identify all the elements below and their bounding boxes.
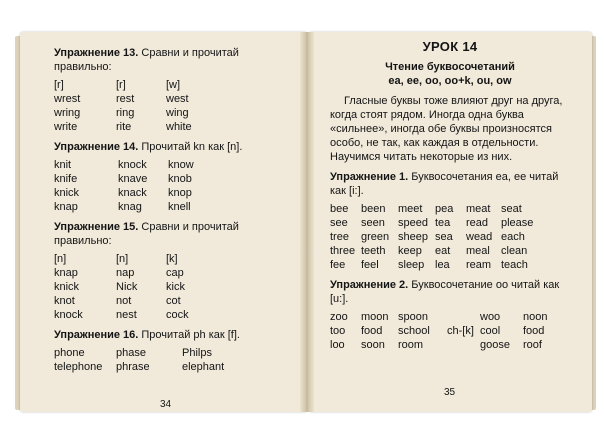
word-cell: keep: [398, 245, 422, 257]
exercise-14-instruction: Прочитай kn как [n].: [138, 141, 243, 153]
word-cell: food: [361, 325, 383, 337]
word-cell: know: [168, 159, 194, 171]
word-cell: meet: [398, 203, 423, 215]
word-cell: rite: [116, 121, 132, 133]
word-cell: knock: [118, 159, 147, 171]
word-cell: [n]: [54, 253, 67, 265]
lesson-title: УРОК 14: [422, 39, 478, 54]
word-cell: spoon: [398, 311, 428, 323]
word-cell: ream: [466, 259, 492, 271]
word-cell: knock: [54, 309, 83, 321]
word-cell: sleep: [398, 259, 425, 271]
word-cell: sea: [435, 231, 453, 243]
exercise-13-label: Упражнение 13.: [54, 47, 139, 59]
word-cell: knave: [118, 173, 148, 185]
exercise-2-label: Упражнение 2.: [330, 279, 409, 291]
word-cell: phrase: [116, 361, 150, 373]
word-cell: white: [166, 121, 192, 133]
exercise-2-heading: [330, 278, 570, 306]
lesson-intro: Гласные буквы тоже влияют друг на друга, когда стоят рядом. Иногда одна буква «сильнее», иногда обе буквы произносятся особо, не так, как каждая в отдельности. Научимся читать некоторые из них.: [330, 95, 563, 163]
exercise-16-instruction: Прочитай ph как [f].: [138, 329, 240, 341]
exercise-1-words: [330, 202, 570, 272]
word-cell: wead: [466, 231, 493, 243]
word-cell: soon: [361, 339, 385, 351]
left-page-content: [54, 46, 290, 380]
word-cell: Philps: [182, 347, 212, 359]
word-cell: knack: [118, 187, 147, 199]
word-cell: cock: [166, 309, 189, 321]
word-cell: not: [116, 295, 132, 307]
word-cell: wring: [54, 107, 81, 119]
exercise-14-words: [54, 158, 290, 214]
lesson-letter-combinations: ea, ee, oo, oo+k, ou, ow: [388, 75, 512, 87]
word-cell: three: [330, 245, 356, 257]
word-cell: tea: [435, 217, 451, 229]
exercise-1-instruction: Буквосочетания ea, ee читай как [i:].: [330, 171, 559, 197]
word-cell: [r]: [54, 79, 64, 91]
page-number-right: 35: [444, 387, 456, 398]
word-cell: room: [398, 339, 424, 351]
word-cell: phone: [54, 347, 85, 359]
exercise-13-heading: [54, 46, 290, 74]
word-cell: seat: [501, 203, 522, 215]
word-cell: tree: [330, 231, 349, 243]
word-cell: speed: [398, 217, 428, 229]
word-cell: too: [330, 325, 346, 337]
word-cell: noon: [523, 311, 548, 323]
word-cell: seen: [361, 217, 385, 229]
word-cell: [k]: [166, 253, 178, 265]
word-cell: eat: [435, 245, 451, 257]
exercise-2-words: [330, 310, 570, 352]
word-cell: see: [330, 217, 348, 229]
word-cell: elephant: [182, 361, 225, 373]
word-cell: [r]: [116, 79, 126, 91]
word-cell: write: [54, 121, 78, 133]
word-cell: ch-[k]: [447, 325, 474, 337]
word-cell: knell: [168, 201, 191, 213]
word-cell: nest: [116, 309, 137, 321]
word-cell: feel: [361, 259, 379, 271]
right-page-content: [330, 40, 570, 358]
exercise-15-heading: [54, 220, 290, 248]
word-cell: clean: [501, 245, 528, 257]
exercise-2-instruction: Буквосочетание oo читай как [u:].: [330, 279, 560, 305]
lesson-subtitle: Чтение буквосочетаний: [385, 61, 515, 73]
word-cell: west: [166, 93, 189, 105]
word-cell: goose: [480, 339, 510, 351]
word-cell: knop: [168, 187, 192, 199]
word-cell: knag: [118, 201, 142, 213]
exercise-1-label: Упражнение 1.: [330, 171, 409, 183]
exercise-13-words: [54, 78, 290, 134]
word-cell: zoo: [330, 311, 348, 323]
word-cell: roof: [523, 339, 542, 351]
word-cell: cool: [480, 325, 501, 337]
word-cell: knap: [54, 201, 78, 213]
word-cell: phase: [116, 347, 146, 359]
word-cell: kick: [166, 281, 185, 293]
word-cell: been: [361, 203, 386, 215]
word-cell: knit: [54, 159, 72, 171]
word-cell: wrest: [54, 93, 81, 105]
exercise-16-words: [54, 346, 290, 374]
word-cell: knick: [54, 187, 80, 199]
word-cell: teeth: [361, 245, 386, 257]
word-cell: nap: [116, 267, 135, 279]
word-cell: knick: [54, 281, 80, 293]
word-cell: cap: [166, 267, 184, 279]
word-cell: sheep: [398, 231, 428, 243]
exercise-1-heading: [330, 170, 570, 198]
word-cell: [447, 338, 477, 352]
word-cell: please: [501, 217, 534, 229]
exercise-16-heading: [54, 328, 290, 342]
word-cell: bee: [330, 203, 349, 215]
word-cell: fee: [330, 259, 346, 271]
word-cell: knap: [54, 267, 78, 279]
word-cell: read: [466, 217, 489, 229]
word-cell: Nick: [116, 281, 138, 293]
word-cell: telephone: [54, 361, 103, 373]
exercise-15-words: [54, 252, 290, 322]
word-cell: meat: [466, 203, 491, 215]
word-cell: [w]: [166, 79, 181, 91]
word-cell: loo: [330, 339, 345, 351]
exercise-16-label: Упражнение 16.: [54, 329, 139, 341]
word-cell: [447, 310, 477, 324]
word-cell: [n]: [116, 253, 129, 265]
exercise-15-label: Упражнение 15.: [54, 221, 139, 233]
exercise-14-label: Упражнение 14.: [54, 141, 139, 153]
word-cell: wing: [166, 107, 189, 119]
exercise-14-heading: [54, 140, 290, 154]
word-cell: knot: [54, 295, 75, 307]
word-cell: pea: [435, 203, 454, 215]
word-cell: school: [398, 325, 430, 337]
word-cell: knife: [54, 173, 78, 185]
word-cell: rest: [116, 93, 135, 105]
word-cell: meal: [466, 245, 490, 257]
word-cell: lea: [435, 259, 450, 271]
book-gutter: [300, 32, 314, 412]
exercise-13-instruction: Сравни и прочитай правильно:: [54, 47, 239, 73]
word-cell: knob: [168, 173, 192, 185]
word-cell: green: [361, 231, 390, 243]
exercise-15-instruction: Сравни и прочитай правильно:: [54, 221, 239, 247]
word-cell: each: [501, 231, 525, 243]
word-cell: cot: [166, 295, 181, 307]
word-cell: moon: [361, 311, 389, 323]
word-cell: ring: [116, 107, 135, 119]
page-number-left: 34: [160, 399, 172, 410]
word-cell: teach: [501, 259, 528, 271]
word-cell: woo: [480, 311, 501, 323]
word-cell: food: [523, 325, 545, 337]
